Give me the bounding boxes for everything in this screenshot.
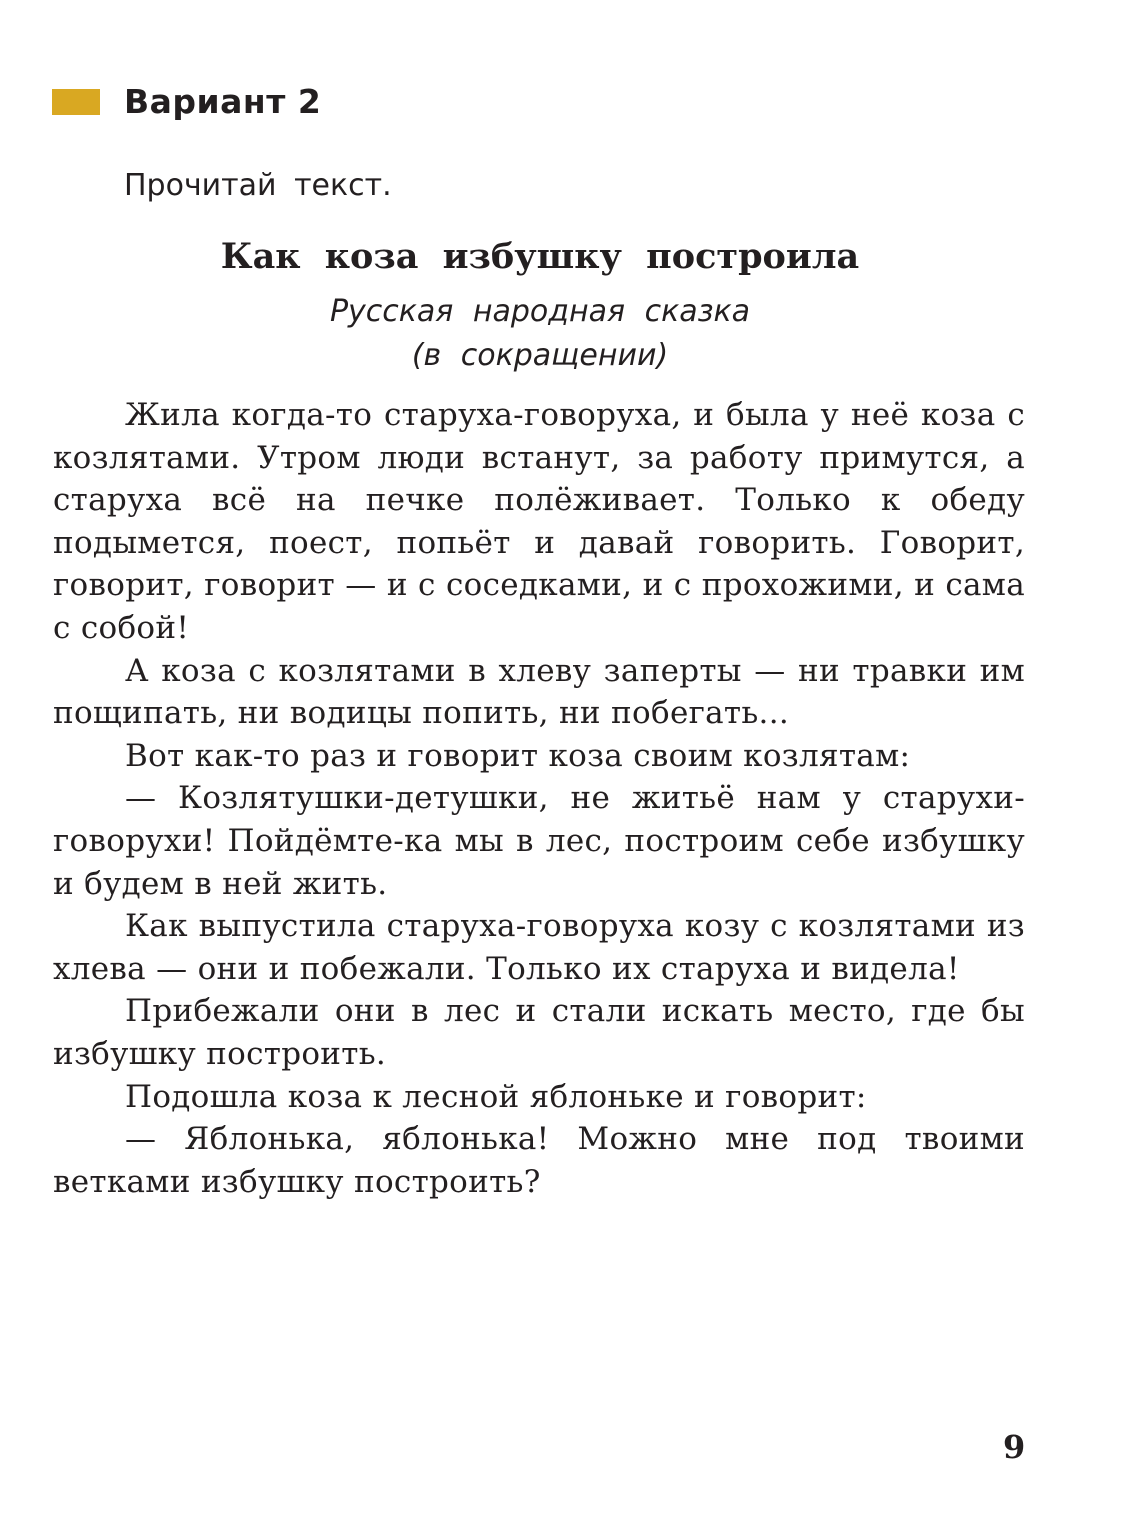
variant-header [52,82,321,121]
variant-marker [52,89,100,115]
story-paragraph: Подошла коза к лесной яблоньке и говорит: [125,1078,867,1115]
story-abridged-note: (в сокращении) [411,338,669,373]
story-paragraph: Жила когда-то старуха-говоруха, и была у неё коза с козлятами. Утром люди встанут, за работу примутся, а старуха всё на печке полёживает. Только к обеду подымется, поест, попьёт и давай говорить. Говорит, говорит, говорит — и с соседками, и с прохожими, и сама с собой! [53,397,1025,646]
story-paragraph: — Козлятушки-детушки, не житьё нам у старухи-говорухи! Пойдёмте-ка мы в лес, построим себе избушку и будем в ней жить. [53,780,1025,902]
story-paragraph: Вот как-то раз и говорит коза своим козлятам: [125,737,911,774]
story-paragraph: Прибежали они в лес и стали искать место, где бы избушку построить. [53,993,1025,1072]
story-body [53,394,1025,1203]
variant-title: Вариант 2 [124,82,322,121]
story-paragraph: — Яблонька, яблонька! Можно мне под твоими ветками избушку построить? [53,1121,1025,1200]
instruction-text: Прочитай текст. [124,168,392,203]
page-number: 9 [1003,1428,1026,1466]
story-paragraph: А коза с козлятами в хлеву заперты — ни травки им пощипать, ни водицы попить, ни побегать... [53,652,1025,732]
story-title: Как коза избушку построила [220,236,860,277]
story-paragraph: Как выпустила старуха-говоруха козу с козлятами из хлева — они и побежали. Только их старуха и видела! [53,908,1025,987]
story-subtitle: Русская народная сказка [329,294,751,329]
